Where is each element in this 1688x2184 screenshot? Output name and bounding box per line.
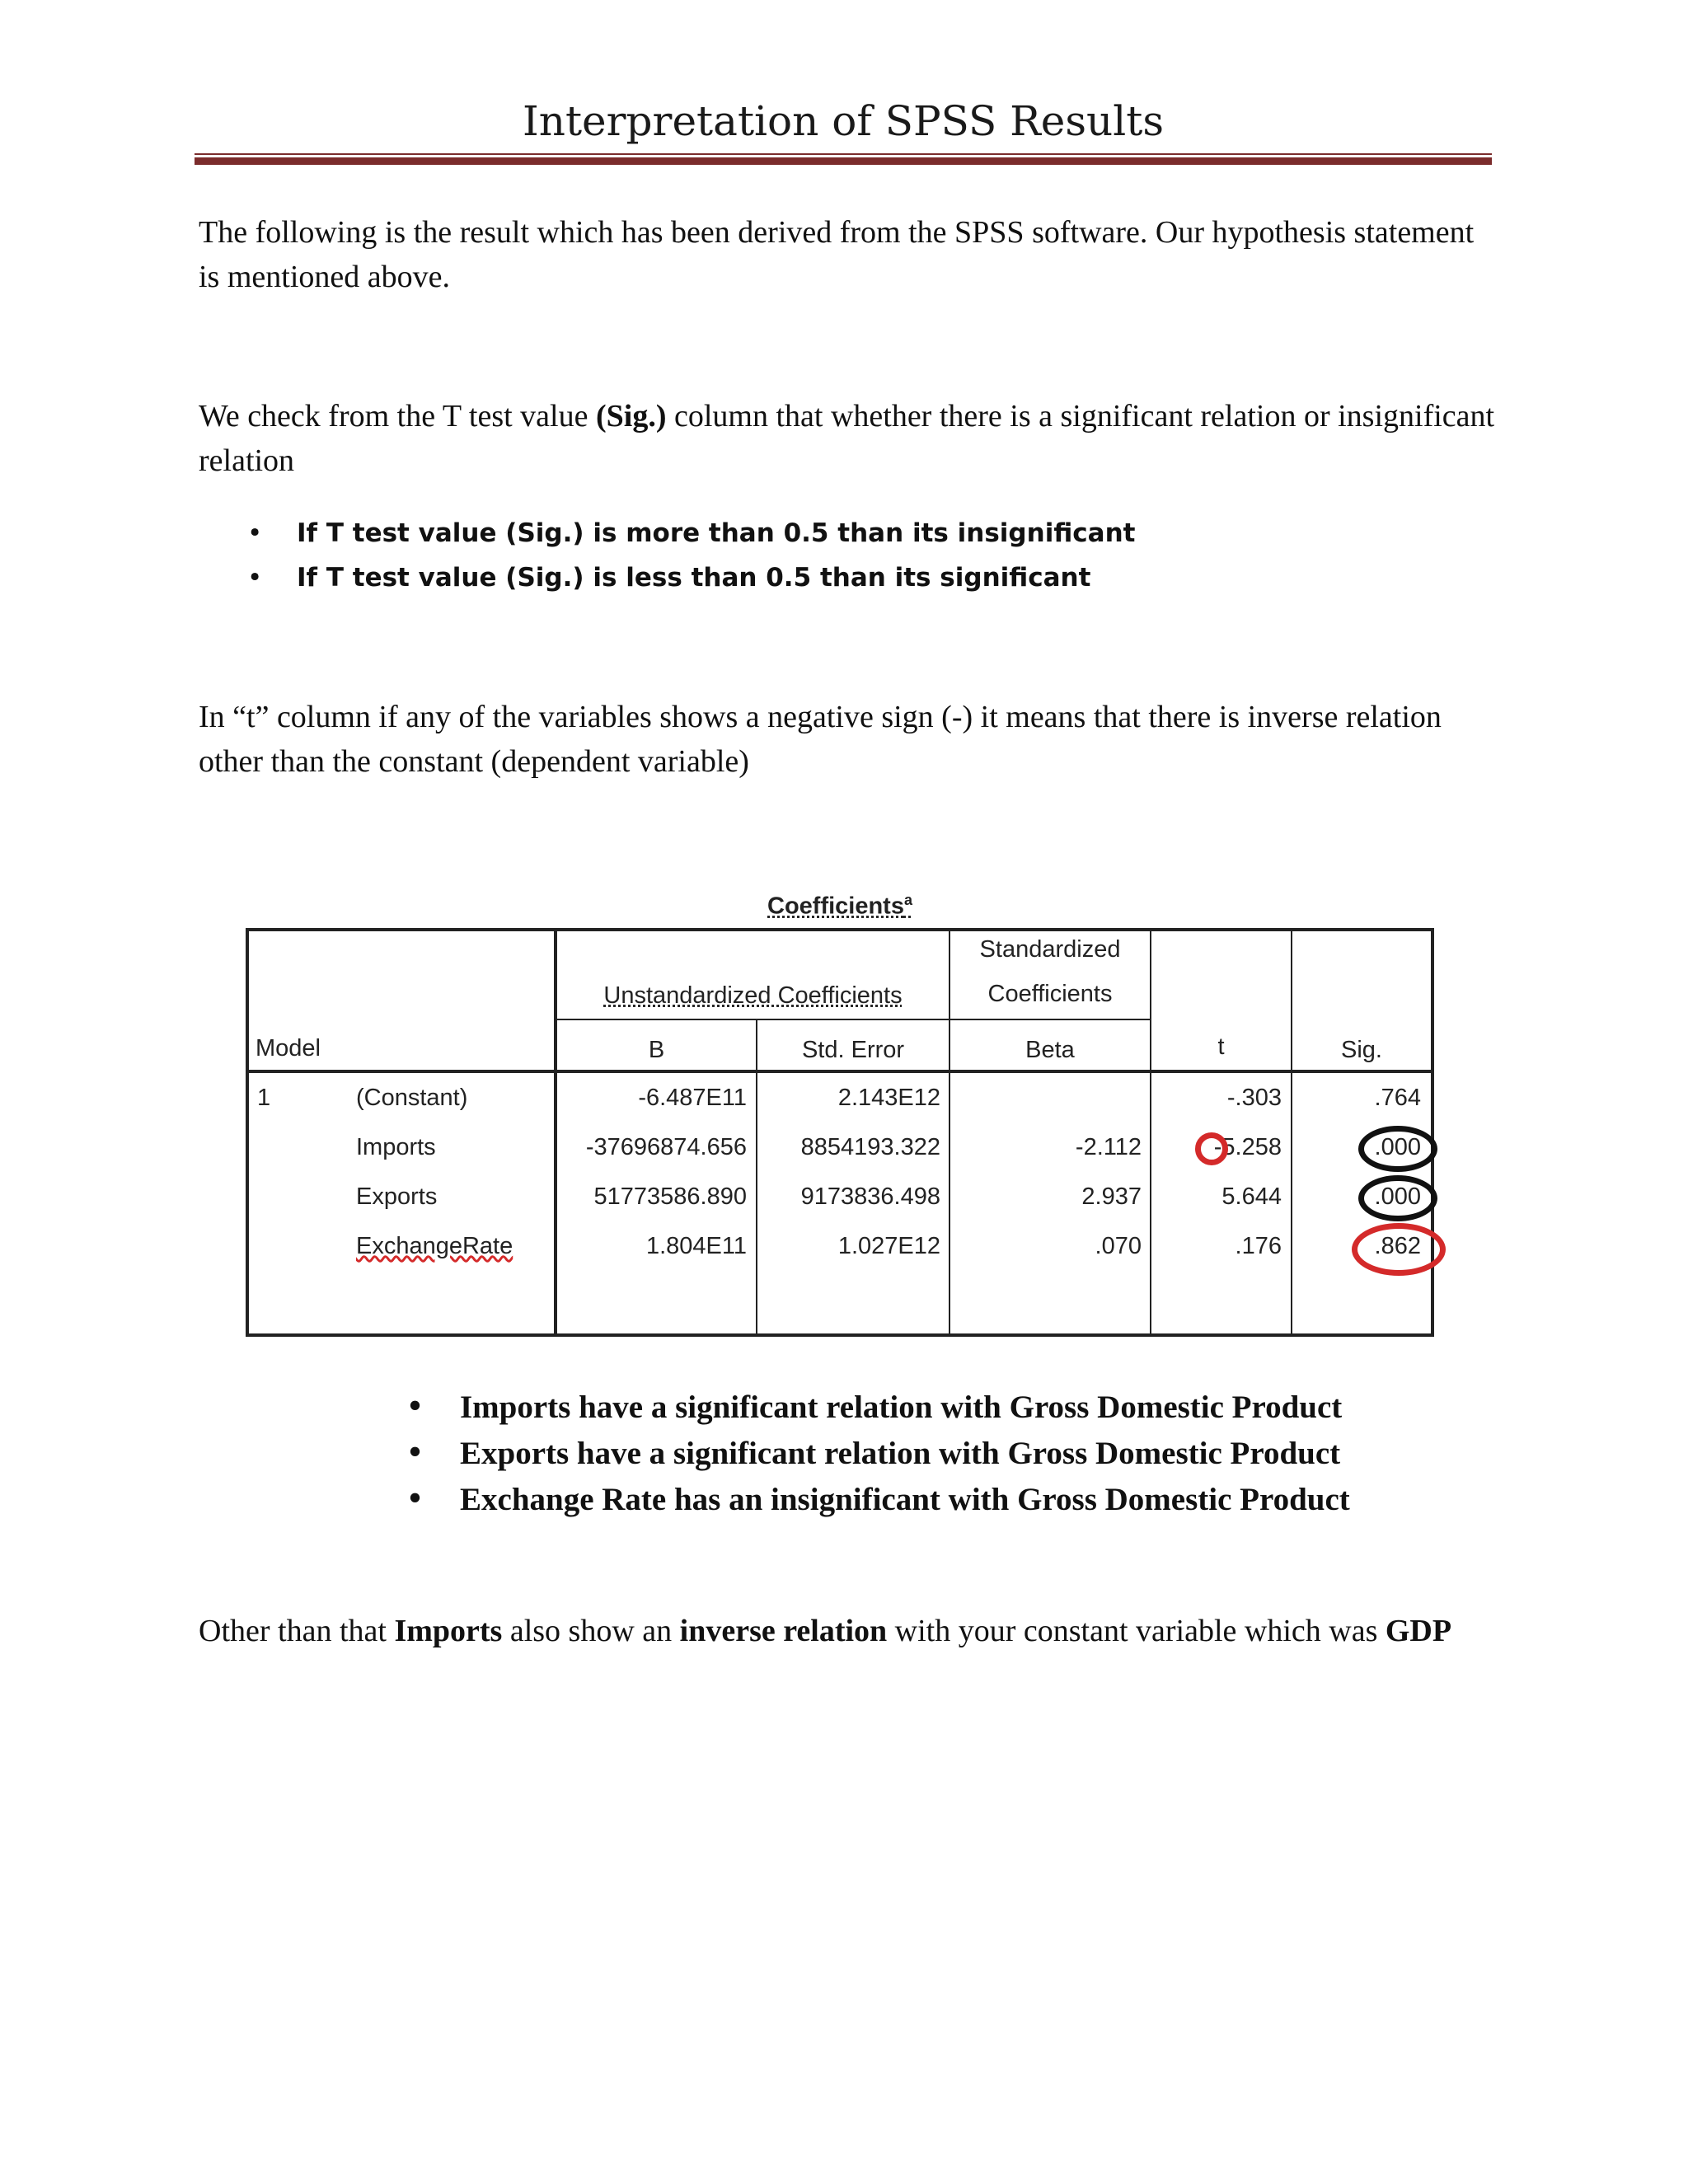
header-standardized-line2: Coefficients	[987, 981, 1113, 1007]
conclusion-imports: • Imports have a significant relation with Gross Domestic Product	[406, 1385, 1350, 1431]
check-text-before: We check from the T test value	[199, 399, 596, 434]
header-unstandardized: Unstandardized Coefficients	[603, 982, 903, 1009]
cell-t-exchangerate: .176	[1235, 1233, 1282, 1259]
conclusions-list	[406, 1385, 1350, 1523]
cell-sig-exports: .000	[1374, 1183, 1421, 1210]
row-name-constant: (Constant)	[356, 1085, 468, 1111]
cell-t-exports: 5.644	[1221, 1183, 1282, 1210]
row-name-imports: Imports	[356, 1134, 436, 1160]
cell-beta-exports: 2.937	[1081, 1183, 1142, 1210]
cell-t-constant: -.303	[1226, 1085, 1282, 1111]
closing-text-3: with your constant variable which was	[887, 1614, 1386, 1648]
closing-bold-inverse: inverse relation	[679, 1614, 888, 1648]
header-model: Model	[256, 1035, 321, 1062]
conclusion-exchange-rate: • Exchange Rate has an insignificant with Gross Domestic Product	[406, 1477, 1350, 1523]
check-paragraph	[199, 394, 1501, 483]
imports-sig-highlight-circle	[1358, 1126, 1437, 1172]
row-name-exports: Exports	[356, 1183, 438, 1210]
rule-item-significant: • If T test value (Sig.) is less than 0.5 than its significant	[247, 555, 1135, 600]
cell-b-constant: -6.487E11	[638, 1085, 747, 1111]
check-text-after: column that whether there is a significant relation or insignificant relation	[199, 399, 1495, 478]
header-t: t	[1217, 1033, 1225, 1060]
page-title: Interpretation of SPSS Results	[523, 97, 1164, 145]
header-std-error: Std. Error	[801, 1037, 905, 1063]
cell-b-imports: -37696874.656	[585, 1134, 747, 1160]
closing-text-1: Other than that	[199, 1614, 395, 1648]
cell-t-imports: -5.258	[1213, 1134, 1282, 1160]
t-column-note: In “t” column if any of the variables shows a negative sign (-) it means that there is inverse relation other than the constant (dependent variable)	[199, 700, 1442, 779]
title-rule-thin	[195, 153, 1492, 155]
exchangerate-sig-highlight-circle	[1352, 1223, 1446, 1276]
cell-se-exports: 9173836.498	[800, 1183, 940, 1210]
cell-sig-constant: .764	[1374, 1085, 1421, 1111]
intro-paragraph: The following is the result which has been derived from the SPSS software. Our hypothesis statement is mentioned above.	[199, 215, 1475, 294]
cell-beta-imports: -2.112	[1075, 1134, 1142, 1160]
cell-se-imports: 8854193.322	[800, 1134, 940, 1160]
header-beta: Beta	[1025, 1037, 1075, 1063]
title-rule-thick	[195, 157, 1492, 165]
conclusion-exports: • Exports have a significant relation with Gross Domestic Product	[406, 1431, 1350, 1477]
header-standardized-line1: Standardized	[979, 936, 1121, 963]
cell-se-constant: 2.143E12	[837, 1085, 940, 1111]
cell-b-exports: 51773586.890	[593, 1183, 747, 1210]
table-caption: Coefficients$^a$	[767, 892, 912, 920]
row-name-exchangerate: ExchangeRate	[356, 1233, 513, 1259]
exports-sig-highlight-circle	[1358, 1175, 1437, 1221]
closing-text-2: also show an	[502, 1614, 680, 1648]
closing-bold-gdp: GDP	[1385, 1614, 1452, 1648]
negative-sign-highlight-circle	[1195, 1132, 1228, 1165]
model-number: 1	[257, 1085, 271, 1111]
cell-b-exchangerate: 1.804E11	[645, 1233, 747, 1259]
closing-paragraph	[199, 1609, 1501, 1653]
significance-rules-list	[247, 511, 1135, 600]
closing-bold-imports: Imports	[394, 1614, 503, 1648]
table-grid	[246, 928, 1434, 1337]
cell-sig-exchangerate: .862	[1374, 1233, 1421, 1259]
rule-item-insignificant: • If T test value (Sig.) is more than 0.5 than its insignificant	[247, 511, 1135, 555]
header-b: B	[648, 1037, 665, 1063]
cell-beta-exchangerate: .070	[1095, 1233, 1142, 1259]
cell-sig-imports: .000	[1374, 1134, 1421, 1160]
check-text-bold: (Sig.)	[595, 399, 667, 434]
header-sig: Sig.	[1341, 1037, 1382, 1063]
cell-se-exchangerate: 1.027E12	[837, 1233, 940, 1259]
